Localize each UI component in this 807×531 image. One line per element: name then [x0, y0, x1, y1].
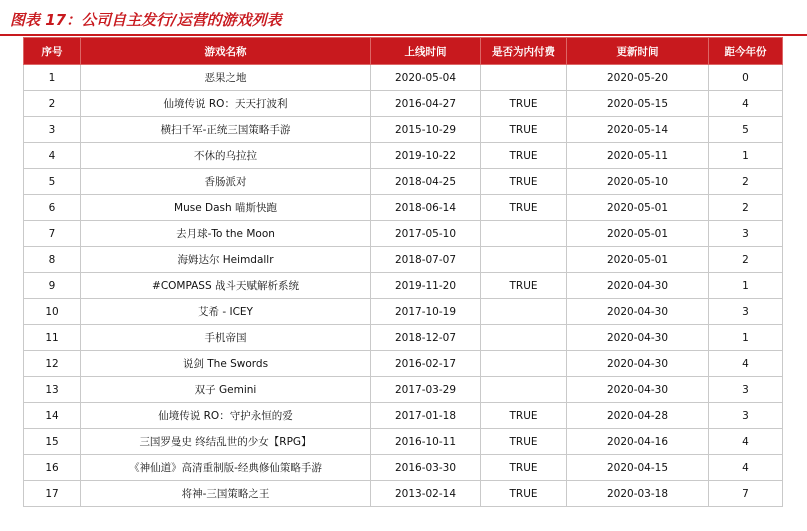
cell-index: 14 — [24, 403, 81, 429]
cell-launch-date: 2016-03-30 — [371, 455, 481, 481]
cell-index: 16 — [24, 455, 81, 481]
table-row — [24, 351, 783, 377]
cell-launch-date: 2017-03-29 — [371, 377, 481, 403]
cell-launch-date: 2017-01-18 — [371, 403, 481, 429]
table-row — [24, 65, 783, 91]
cell-game-name: 去月球-To the Moon — [81, 221, 371, 247]
table-row — [24, 117, 783, 143]
cell-index: 4 — [24, 143, 81, 169]
cell-update-date: 2020-05-20 — [567, 65, 709, 91]
cell-years: 3 — [709, 221, 783, 247]
cell-index: 5 — [24, 169, 81, 195]
cell-launch-date: 2016-04-27 — [371, 91, 481, 117]
cell-update-date: 2020-05-11 — [567, 143, 709, 169]
cell-game-name: 手机帝国 — [81, 325, 371, 351]
column-header-years: 距今年份 — [709, 38, 783, 65]
cell-launch-date: 2016-10-11 — [371, 429, 481, 455]
cell-update-date: 2020-04-15 — [567, 455, 709, 481]
cell-in-app-purchase — [481, 299, 567, 325]
cell-update-date: 2020-04-30 — [567, 377, 709, 403]
cell-index: 9 — [24, 273, 81, 299]
cell-years: 1 — [709, 325, 783, 351]
table-row — [24, 429, 783, 455]
cell-game-name: 仙境传说 RO：天天打波利 — [81, 91, 371, 117]
cell-index: 11 — [24, 325, 81, 351]
cell-index: 1 — [24, 65, 81, 91]
cell-launch-date: 2019-11-20 — [371, 273, 481, 299]
cell-launch-date: 2015-10-29 — [371, 117, 481, 143]
cell-years: 4 — [709, 91, 783, 117]
cell-update-date: 2020-04-30 — [567, 273, 709, 299]
cell-years: 0 — [709, 65, 783, 91]
cell-update-date: 2020-05-01 — [567, 195, 709, 221]
cell-in-app-purchase — [481, 247, 567, 273]
cell-update-date: 2020-05-01 — [567, 247, 709, 273]
cell-index: 7 — [24, 221, 81, 247]
cell-game-name: 艾希 - ICEY — [81, 299, 371, 325]
cell-years: 3 — [709, 377, 783, 403]
table-row — [24, 195, 783, 221]
cell-index: 10 — [24, 299, 81, 325]
cell-update-date: 2020-04-28 — [567, 403, 709, 429]
table-row — [24, 299, 783, 325]
cell-years: 4 — [709, 455, 783, 481]
cell-launch-date: 2017-10-19 — [371, 299, 481, 325]
cell-years: 3 — [709, 299, 783, 325]
table-row — [24, 221, 783, 247]
cell-game-name: 三国罗曼史 终结乱世的少女【RPG】 — [81, 429, 371, 455]
cell-launch-date: 2018-04-25 — [371, 169, 481, 195]
cell-game-name: 香肠派对 — [81, 169, 371, 195]
cell-launch-date: 2016-02-17 — [371, 351, 481, 377]
cell-game-name: 海姆达尔 Heimdallr — [81, 247, 371, 273]
table-row — [24, 455, 783, 481]
table-row — [24, 325, 783, 351]
cell-game-name: 双子 Gemini — [81, 377, 371, 403]
cell-index: 3 — [24, 117, 81, 143]
table-row — [24, 169, 783, 195]
table-row — [24, 91, 783, 117]
cell-years: 5 — [709, 117, 783, 143]
table-body — [24, 65, 783, 507]
cell-in-app-purchase — [481, 377, 567, 403]
cell-years: 1 — [709, 143, 783, 169]
cell-update-date: 2020-04-30 — [567, 299, 709, 325]
cell-update-date: 2020-04-30 — [567, 351, 709, 377]
table-row — [24, 143, 783, 169]
cell-in-app-purchase: TRUE — [481, 117, 567, 143]
figure-title: 图表 17：公司自主发行/运营的游戏列表 — [10, 11, 282, 29]
cell-years: 4 — [709, 429, 783, 455]
column-header-update-date: 更新时间 — [567, 38, 709, 65]
cell-index: 17 — [24, 481, 81, 507]
cell-years: 2 — [709, 195, 783, 221]
cell-in-app-purchase — [481, 325, 567, 351]
cell-in-app-purchase — [481, 351, 567, 377]
cell-launch-date: 2013-02-14 — [371, 481, 481, 507]
cell-years: 3 — [709, 403, 783, 429]
cell-launch-date: 2018-06-14 — [371, 195, 481, 221]
table-row — [24, 403, 783, 429]
cell-update-date: 2020-05-15 — [567, 91, 709, 117]
cell-index: 13 — [24, 377, 81, 403]
cell-game-name: 不休的乌拉拉 — [81, 143, 371, 169]
column-header-launch-date: 上线时间 — [371, 38, 481, 65]
cell-in-app-purchase: TRUE — [481, 481, 567, 507]
cell-in-app-purchase: TRUE — [481, 429, 567, 455]
cell-in-app-purchase: TRUE — [481, 455, 567, 481]
cell-update-date: 2020-03-18 — [567, 481, 709, 507]
header-row — [24, 38, 783, 65]
cell-in-app-purchase — [481, 65, 567, 91]
column-header-in-app-purchase: 是否为内付费 — [481, 38, 567, 65]
table-row — [24, 273, 783, 299]
cell-index: 2 — [24, 91, 81, 117]
cell-launch-date: 2018-12-07 — [371, 325, 481, 351]
cell-update-date: 2020-04-16 — [567, 429, 709, 455]
cell-in-app-purchase: TRUE — [481, 195, 567, 221]
table-row — [24, 247, 783, 273]
cell-game-name: #COMPASS 战斗天赋解析系统 — [81, 273, 371, 299]
games-table — [23, 37, 783, 507]
cell-in-app-purchase: TRUE — [481, 143, 567, 169]
cell-in-app-purchase: TRUE — [481, 169, 567, 195]
cell-update-date: 2020-05-14 — [567, 117, 709, 143]
cell-game-name: 仙境传说 RO：守护永恒的爱 — [81, 403, 371, 429]
column-header-game-name: 游戏名称 — [81, 38, 371, 65]
cell-launch-date: 2020-05-04 — [371, 65, 481, 91]
cell-in-app-purchase — [481, 221, 567, 247]
cell-years: 1 — [709, 273, 783, 299]
table-header — [24, 38, 783, 65]
table-row — [24, 377, 783, 403]
cell-game-name: 将神-三国策略之王 — [81, 481, 371, 507]
cell-update-date: 2020-05-10 — [567, 169, 709, 195]
column-header-index: 序号 — [24, 38, 81, 65]
cell-index: 6 — [24, 195, 81, 221]
cell-in-app-purchase: TRUE — [481, 273, 567, 299]
cell-in-app-purchase: TRUE — [481, 91, 567, 117]
figure-title-bar — [0, 0, 807, 36]
cell-index: 15 — [24, 429, 81, 455]
cell-index: 12 — [24, 351, 81, 377]
cell-in-app-purchase: TRUE — [481, 403, 567, 429]
cell-years: 2 — [709, 247, 783, 273]
cell-game-name: 《神仙道》高清重制版-经典修仙策略手游 — [81, 455, 371, 481]
cell-game-name: 恶果之地 — [81, 65, 371, 91]
cell-launch-date: 2017-05-10 — [371, 221, 481, 247]
cell-update-date: 2020-04-30 — [567, 325, 709, 351]
cell-launch-date: 2019-10-22 — [371, 143, 481, 169]
cell-game-name: 说剑 The Swords — [81, 351, 371, 377]
cell-years: 7 — [709, 481, 783, 507]
cell-update-date: 2020-05-01 — [567, 221, 709, 247]
cell-game-name: Muse Dash 喵斯快跑 — [81, 195, 371, 221]
cell-game-name: 横扫千军-正统三国策略手游 — [81, 117, 371, 143]
cell-index: 8 — [24, 247, 81, 273]
cell-years: 2 — [709, 169, 783, 195]
cell-launch-date: 2018-07-07 — [371, 247, 481, 273]
table-row — [24, 481, 783, 507]
cell-years: 4 — [709, 351, 783, 377]
